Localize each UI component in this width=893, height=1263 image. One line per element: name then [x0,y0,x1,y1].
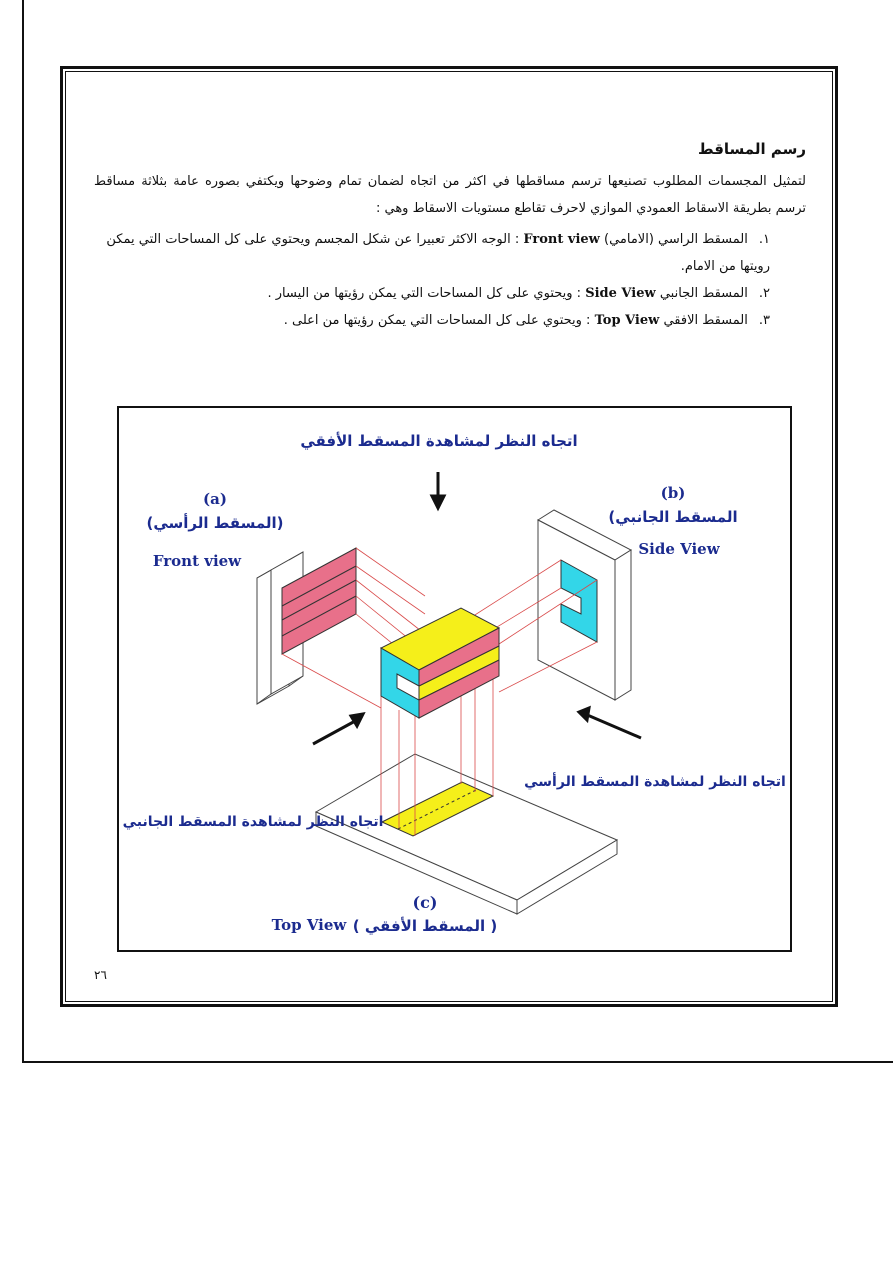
vertical-direction-label: اتجاه النظر لمشاهدة المسقط الرأسي [524,774,786,790]
top-arabic-label: ( المسقط الأفقي ) [352,917,498,935]
top-letter: (c) [412,893,438,912]
item-number: ٢. [758,286,770,301]
side-english-label: Side View [638,540,720,558]
side-arabic-label: (المسقط الجانبي [608,508,738,526]
view-name-arabic: المسقط الجانبي [659,286,748,301]
section-title: رسم المساقط [698,140,806,158]
view-description: : ويحتوي على كل المساحات التي يمكن رؤيتها من اليسار . [267,286,582,301]
vertical-view-arrow [585,714,641,738]
projection-figure [117,406,792,952]
side-view-arrow [313,720,357,744]
view-description: : ويحتوي على كل المساحات التي يمكن رؤيتها من اعلى . [283,313,591,328]
isometric-object [381,608,499,718]
intro-paragraph: لتمثيل المجسمات المطلوب تصنيعها ترسم مساقطها في اكثر من اتجاه لضمان تمام وضوحها ويكتفي بصوره عامة بثلاثة مساقط ترسم بطريقة الاسقاط العمودي الموازي لاحرف تقاطع مستويات الاسقاط وهي : [94,174,806,216]
front-letter: (a) [203,490,227,508]
page-content [94,140,806,334]
item-number: ٣. [758,313,770,328]
view-name-english: Front view [523,232,600,247]
view-name-arabic: المسقط الراسي (الامامي) [604,232,748,247]
page-number: ٢٦ [94,968,107,982]
side-letter: (b) [660,484,686,502]
top-direction-label: اتجاه النظر لمشاهدة المسقط الأفقي [300,432,578,450]
list-item [94,307,770,334]
front-english-label: Front view [152,552,242,570]
front-arabic-label: (المسقط الرأسي) [146,514,284,532]
view-name-english: Top View [594,313,660,328]
projection-diagram [119,408,792,952]
view-name-english: Side View [585,286,656,301]
view-description: : الوجه الاكثر تعبيرا عن شكل المجسم ويحتوي على كل المساحات التي يمكن رويتها من الامام. [106,232,770,274]
side-direction-label: اتجاه النظر لمشاهدة المسقط الجانبي [122,814,384,830]
view-name-arabic: المسقط الافقي [663,313,748,328]
top-english-label: Top View [271,916,347,934]
list-item [94,226,770,280]
list-item [94,280,770,307]
views-list [94,226,806,334]
item-number: ١. [758,232,770,247]
bottom-margin-rule [22,1061,893,1063]
left-margin-rule [22,0,24,1063]
